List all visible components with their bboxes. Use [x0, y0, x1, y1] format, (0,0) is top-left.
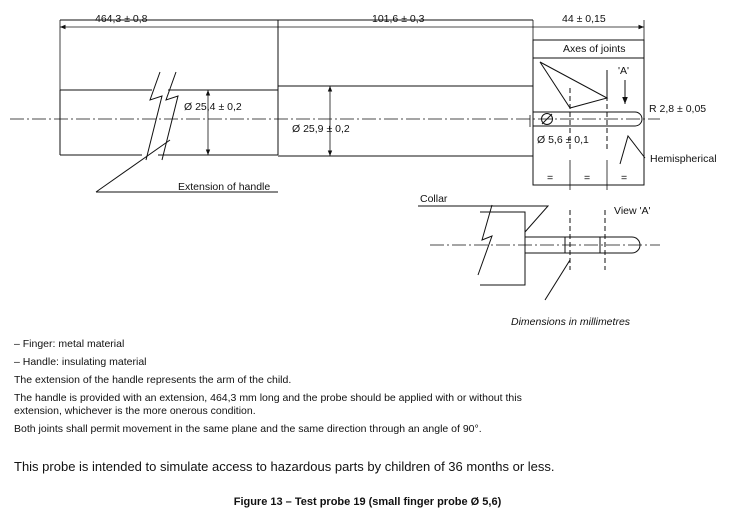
handle-length-label: 464,3 ± 0,8	[95, 13, 148, 25]
view-a-label: View 'A'	[614, 205, 651, 217]
purpose-note: This probe is intended to simulate access to hazardous parts by children of 36 months or less.	[14, 459, 555, 474]
middle-length-label: 101,6 ± 0,3	[372, 13, 425, 25]
note-handle: – Handle: insulating material	[14, 356, 147, 368]
units-caption: Dimensions in millimetres	[511, 316, 631, 328]
note-extension: The extension of the handle represents the arm of the child.	[14, 374, 292, 386]
note-joints: Both joints shall permit movement in the same plane and the same direction through an angle of 90°.	[14, 423, 482, 435]
view-a-drawing	[418, 205, 660, 300]
equal-mark-2: =	[584, 172, 591, 184]
collar-label: Collar	[420, 193, 448, 205]
note-handle-extension-line1: The handle is provided with an extension, 464,3 mm long and the probe should be applied with or without this	[14, 392, 522, 404]
drawing-text	[95, 13, 717, 328]
view-a-marker-label: 'A'	[618, 65, 630, 77]
finger-length-label: 44 ± 0,15	[562, 13, 606, 25]
note-finger: – Finger: metal material	[14, 338, 125, 350]
notes-block	[14, 338, 714, 436]
body-diameter-label: Ø 25,9 ± 0,2	[292, 123, 350, 135]
handle-diameter-label: Ø 25,4 ± 0,2	[184, 101, 242, 113]
finger-diameter-label: Ø 5,6 ± 0,1	[537, 134, 589, 146]
extension-of-handle-label: Extension of handle	[178, 181, 271, 193]
hemispherical-label: Hemispherical	[650, 153, 717, 165]
tip-radius-label: R 2,8 ± 0,05	[649, 103, 707, 115]
dimension-lines	[60, 20, 644, 190]
note-handle-extension-line2: extension, whichever is the more onerous condition.	[14, 405, 256, 417]
figure-title: Figure 13 – Test probe 19 (small finger probe Ø 5,6)	[233, 496, 502, 508]
equal-mark-3: =	[621, 172, 628, 184]
axes-of-joints-label: Axes of joints	[563, 43, 626, 55]
equal-mark-1: =	[547, 172, 554, 184]
